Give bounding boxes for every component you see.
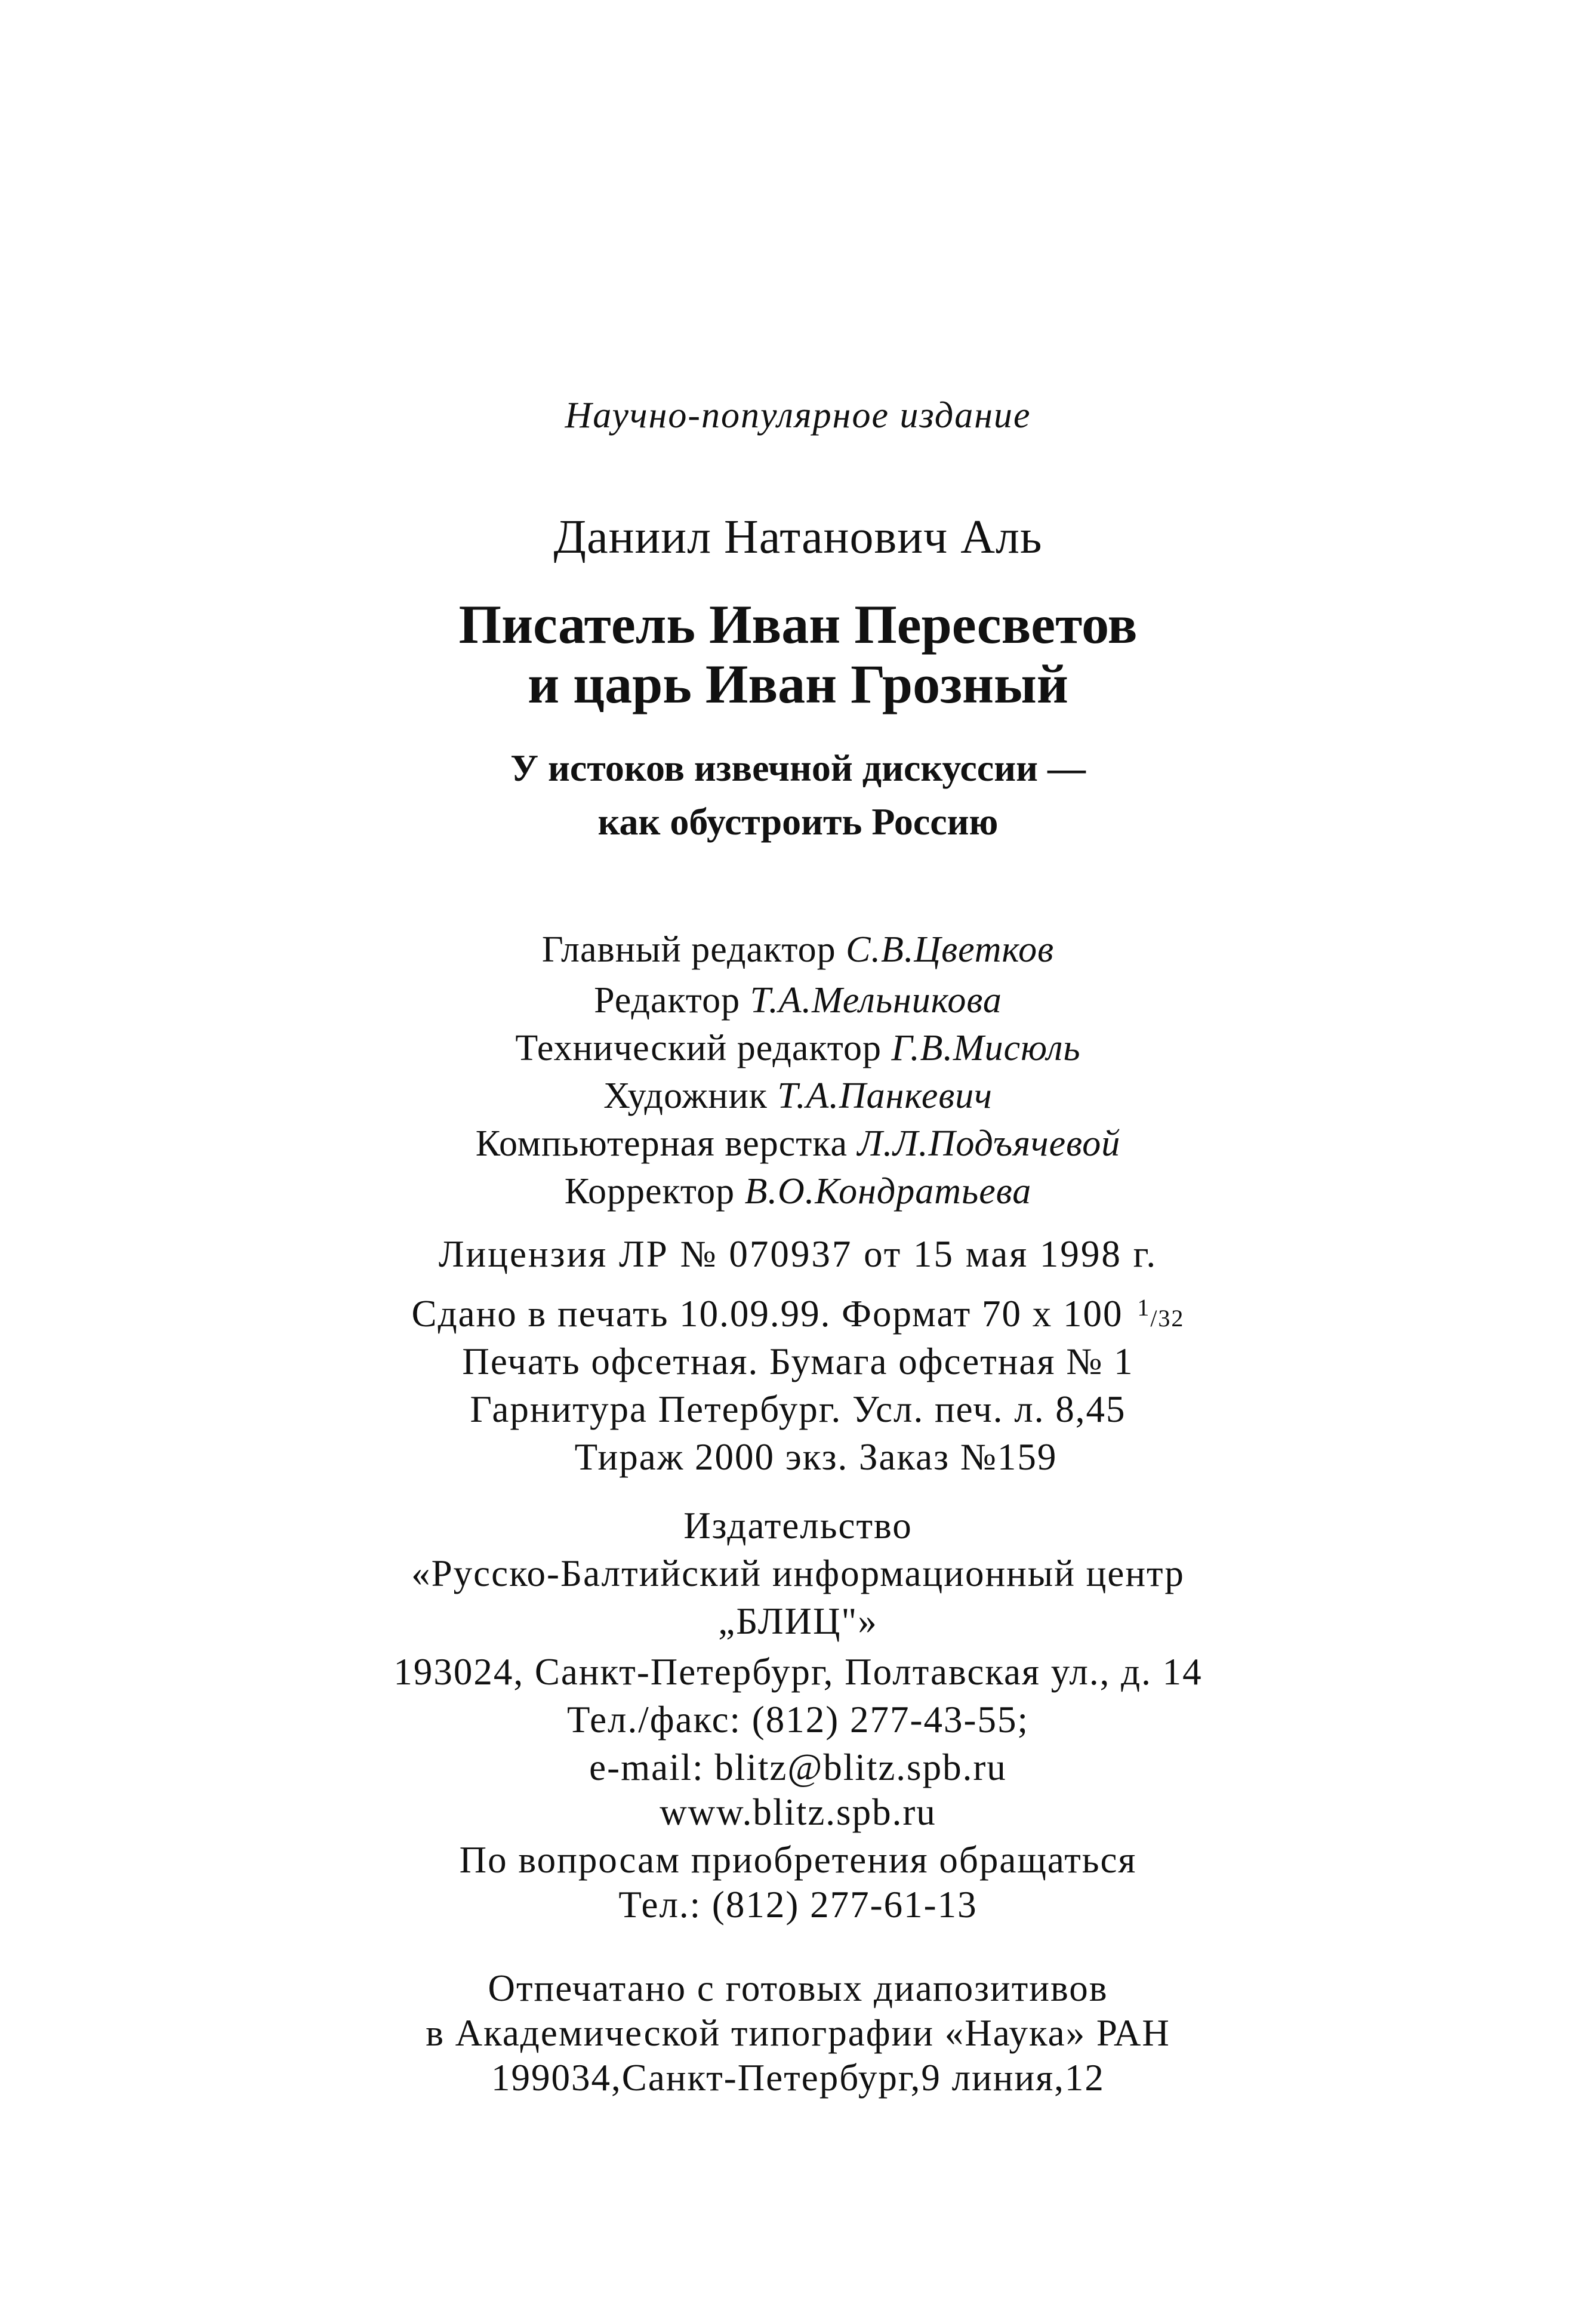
publisher-address: 193024, Санкт-Петербург, Полтавская ул., д. 14 xyxy=(393,1651,1203,1693)
publisher-phone: Тел./факс: (812) 277-43-55; xyxy=(567,1699,1029,1741)
credit-chief-editor xyxy=(0,931,1596,968)
printing-line-2: в Академической типографии «Наука» РАН xyxy=(426,2012,1170,2054)
book-subtitle-line-1: У истоков извечной дискуссии — xyxy=(510,747,1086,789)
credit-name: Т.А.Мельникова xyxy=(750,980,1002,1021)
publisher-website: www.blitz.spb.ru xyxy=(660,1791,936,1833)
credit-artist xyxy=(0,1077,1596,1114)
credit-technical-editor xyxy=(0,1030,1596,1067)
format-fraction-denominator: /32 xyxy=(1150,1305,1185,1332)
publisher-label: Издательство xyxy=(683,1505,913,1547)
print-run-line: Тираж 2000 экз. Заказ №159 xyxy=(574,1436,1058,1478)
publication-genre: Научно-популярное издание xyxy=(565,395,1031,436)
paper-line: Печать офсетная. Бумага офсетная № 1 xyxy=(462,1341,1134,1382)
book-title-line-2: и царь Иван Грозный xyxy=(528,654,1068,714)
credit-editor xyxy=(0,982,1596,1019)
book-author: Даниил Натанович Аль xyxy=(553,511,1043,563)
credit-layout xyxy=(0,1125,1596,1162)
purchase-phone: Тел.: (812) 277-61-13 xyxy=(618,1884,978,1926)
publisher-email: e-mail: blitz@blitz.spb.ru xyxy=(589,1746,1007,1788)
credit-role: Технический редактор xyxy=(515,1028,882,1068)
credit-name: Т.А.Панкевич xyxy=(777,1076,993,1116)
credit-name: В.О.Кондратьева xyxy=(744,1171,1032,1212)
book-subtitle-line-2: как обустроить Россию xyxy=(597,800,999,843)
credit-role: Художник xyxy=(603,1076,768,1116)
credit-role: Редактор xyxy=(594,980,741,1021)
license-line: Лицензия ЛР № 070937 от 15 мая 1998 г. xyxy=(438,1233,1158,1275)
printing-line-3: 199034,Санкт-Петербург,9 линия,12 xyxy=(491,2057,1105,2099)
credit-role: Компьютерная верстка xyxy=(475,1123,848,1164)
credit-role: Главный редактор xyxy=(541,929,836,970)
typeface-line: Гарнитура Петербург. Усл. печ. л. 8,45 xyxy=(470,1388,1126,1430)
book-title-line-1: Писатель Иван Пересветов xyxy=(458,594,1138,655)
format-text: Сдано в печать 10.09.99. Формат 70 х 100 xyxy=(411,1293,1123,1335)
credit-name: С.В.Цветков xyxy=(846,929,1055,970)
credit-name: Л.Л.Подъячевой xyxy=(857,1123,1121,1164)
credit-proofreader xyxy=(0,1173,1596,1210)
purchase-note: По вопросам приобретения обращаться xyxy=(459,1839,1137,1881)
format-fraction-numerator: 1 xyxy=(1137,1294,1151,1321)
publisher-name-line-2: „БЛИЦ"» xyxy=(718,1600,878,1642)
credit-role: Корректор xyxy=(564,1171,735,1212)
publisher-name-line-1: «Русско-Балтийский информационный центр xyxy=(411,1552,1185,1594)
format-line xyxy=(0,1295,1596,1333)
credit-name: Г.В.Мисюль xyxy=(891,1028,1081,1068)
printing-line-1: Отпечатано с готовых диапозитивов xyxy=(488,1967,1108,2009)
